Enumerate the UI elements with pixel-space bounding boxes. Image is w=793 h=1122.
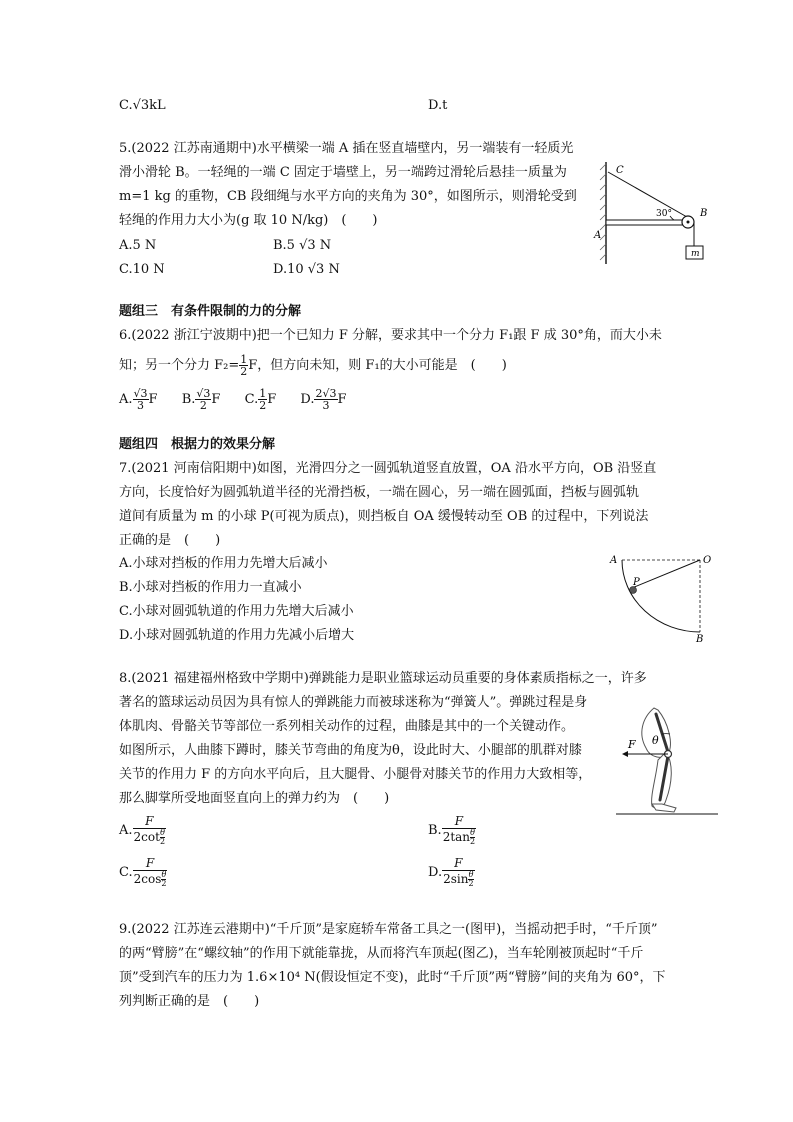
q5-option-d: D.10 √3 N (273, 262, 340, 277)
q5-option-a: A.5 N (119, 238, 157, 253)
q9-line-3: 顶”受到汽车的压力为 1.6×10⁴ N(假设恒定不变)，此时“千斤顶”两“臂膀”间的夹角为 60°，下 (119, 970, 666, 985)
q8-option-d: D. F 2sin $\frac{\theta}{2}$ (428, 856, 474, 888)
q5-option-c: C.10 N (119, 262, 165, 277)
label-o: O (703, 555, 712, 566)
q6-line-2 (119, 354, 507, 377)
q8-line-6: 那么脚掌所受地面竖直向上的弹力约为 ( ) (119, 791, 390, 806)
q5-line-1: 5.(2022 江苏南通期中)水平横梁一端 A 插在竖直墙壁内，另一端装有一轻质光 (119, 141, 574, 156)
q8-line-5: 关节的作用力 F 的方向水平向后，且大腿骨、小腿骨对膝关节的作用力大致相等， (119, 767, 592, 782)
prev-option-d: D.t (428, 98, 448, 113)
horizontal-beam (606, 220, 686, 225)
label-angle: 30° (656, 209, 672, 219)
q7-line-1: 7.(2021 河南信阳期中)如图，光滑四分之一圆弧轨道竖直放置，OA 沿水平方向，OB 沿竖直 (119, 461, 657, 476)
label-f: F (628, 738, 636, 751)
q7-option-b: B.小球对挡板的作用力一直减小 (119, 580, 302, 595)
q6-line-2-b: F，但方向未知，则 F₁的大小可能是 ( ) (248, 358, 507, 373)
quarter-arc (622, 560, 700, 632)
label-c: C (616, 165, 624, 176)
q8-line-2: 著名的篮球运动员因为具有惊人的弹跳能力而被球迷称为“弹簧人”。弹跳过程是身 (119, 695, 588, 710)
q8-option-c: C. F 2cos $\frac{\theta}{2}$ (119, 856, 167, 888)
q6-line-1: 6.(2022 浙江宁波期中)把一个已知力 F 分解，要求其中一个分力 F₁跟 F 成 30°角，而大小未 (119, 328, 662, 343)
q9-line-4: 列判断正确的是 ( ) (119, 994, 260, 1009)
q8-knee-figure (612, 700, 722, 818)
q9-line-2: 的两“臂膀”在“螺纹轴”的作用下就能靠拢，从而将汽车顶起(图乙)，当车轮刚被顶起时“千斤 (119, 946, 644, 961)
q7-line-4: 正确的是 ( ) (119, 533, 221, 548)
group4-heading: 题组四 根据力的效果分解 (119, 437, 276, 452)
group3-heading: 题组三 有条件限制的力的分解 (119, 304, 302, 319)
q6-options (119, 388, 347, 411)
pulley-axle (687, 221, 690, 224)
prev-option-c: C.√3kL (119, 98, 166, 113)
label-b: B (696, 634, 704, 644)
q8-option-a: A. F 2cot $\frac{\theta}{2}$ (119, 814, 166, 846)
wall-hatching (600, 164, 606, 260)
q6-option-a: A. $\frac{√3}{3}$ F (119, 387, 158, 412)
q7-arc-figure (608, 548, 718, 644)
q6-fraction-num: 1 (240, 353, 248, 366)
q6-fraction-den: 2 (240, 365, 248, 378)
q6-fraction (239, 354, 248, 377)
q6-option-c: C. $\frac{1}{2}$ F (244, 387, 277, 412)
q5-line-3: m=1 kg 的重物，CB 段细绳与水平方向的夹角为 30°，如图所示，则滑轮受到 (119, 189, 577, 204)
q5-line-4: 轻绳的作用力大小为(g 取 10 N/kg) ( ) (119, 213, 378, 228)
label-a: A (594, 230, 602, 241)
q9-line-1: 9.(2022 江苏连云港期中)“千斤顶”是家庭轿车常备工具之一(图甲)，当摇动把手时，“千斤顶” (119, 922, 658, 937)
label-b: B (700, 208, 708, 219)
q5-pulley-figure (590, 158, 720, 270)
q7-option-c: C.小球对圆弧轨道的作用力先增大后减小 (119, 604, 354, 619)
baffle-plate (632, 560, 700, 588)
q6-line-2-a: 知；另一个分力 F₂= (119, 358, 240, 373)
q8-line-3: 体肌肉、骨骼关节等部位一系列相关动作的过程，曲膝是其中的一个关键动作。 (119, 719, 575, 734)
q6-option-b: B. $\frac{√3}{2}$ F (181, 387, 221, 412)
rope-cb (608, 172, 687, 217)
label-p: P (633, 577, 640, 588)
q6-option-d: D. $\frac{2√3}{3}$ F (300, 387, 347, 412)
q8-option-b: B. F 2tan $\frac{\theta}{2}$ (428, 814, 476, 846)
label-m: m (691, 249, 700, 259)
force-arrow-head (622, 751, 628, 757)
label-theta: θ (652, 734, 659, 747)
label-a: A (610, 555, 618, 566)
q5-line-2: 滑小滑轮 B。一轻绳的一端 C 固定于墙壁上，另一端跨过滑轮后悬挂一质量为 (119, 165, 567, 180)
q7-line-2: 方向，长度恰好为圆弧轨道半径的光滑挡板，一端在圆心，另一端在圆弧面，挡板与圆弧轨 (119, 485, 640, 500)
q7-line-3: 道间有质量为 m 的小球 P(可视为质点)，则挡板自 OA 缓慢转动至 OB 的过程中，下列说法 (119, 509, 649, 524)
q8-line-1: 8.(2021 福建福州格致中学期中)弹跳能力是职业篮球运动员重要的身体素质指标之一，许多 (119, 671, 647, 686)
q7-option-d: D.小球对圆弧轨道的作用力先减小后增大 (119, 628, 355, 643)
q5-option-b: B.5 √3 N (273, 238, 332, 253)
q8-line-4: 如图所示，人曲膝下蹲时，膝关节弯曲的角度为θ，设此时大、小腿部的肌群对膝 (119, 743, 582, 758)
foot-outline (652, 804, 676, 812)
q7-option-a: A.小球对挡板的作用力先增大后减小 (119, 556, 328, 571)
